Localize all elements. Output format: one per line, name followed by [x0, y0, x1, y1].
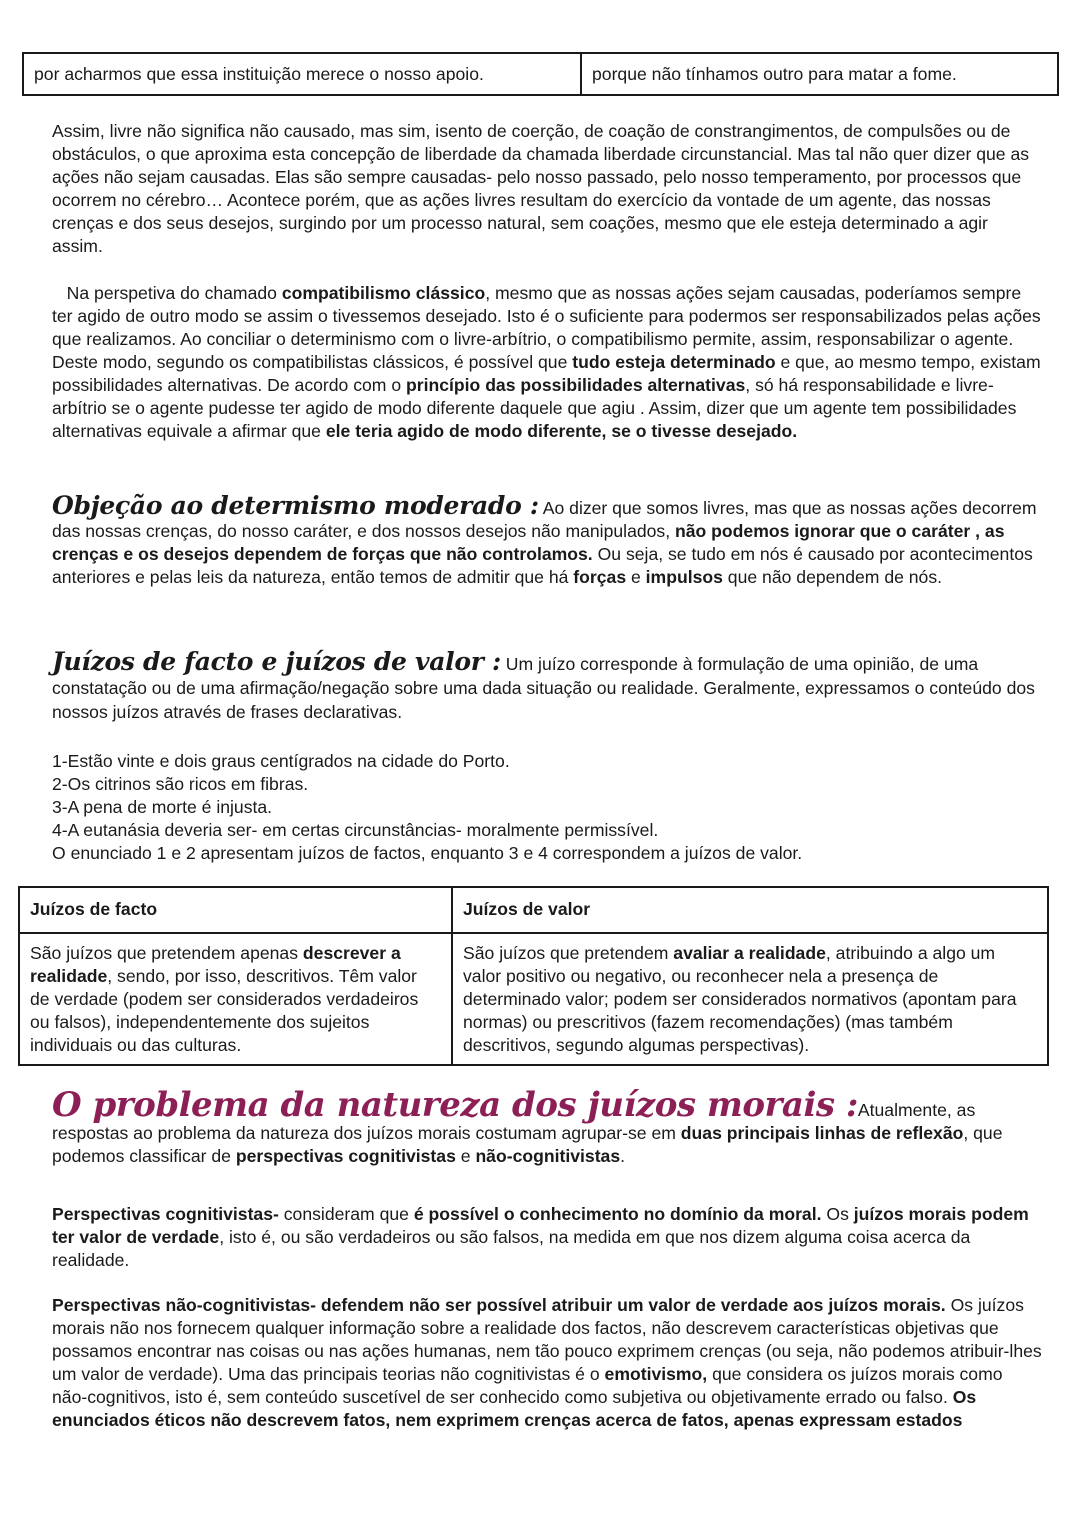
top-table-cell-1: por acharmos que essa instituição merece o nosso apoio.	[24, 54, 582, 94]
paragraph-problema: O problema da natureza dos juízos morais :Atualmente, as respostas ao problema da natureza dos juízos morais costumam agrupar-se em duas principais linhas de reflexão, que podemos classificar de perspectivas cognitivistas e não-cognitivistas.	[52, 1085, 1003, 1166]
paragraph-objecao: Objeção ao determismo moderado : Ao dizer que somos livres, mas que as nossas ações decorrem das nossas crenças, do nosso caráter, e dos nossos desejos não manipulados, não podemos ignorar que o caráter , as crenças e os desejos dependem de forças que não controlamos. Ou seja, se tudo em nós é causado por acontecimentos anteriores e pelas leis da natureza, então temos de admitir que há forças e impulsos que não dependem de nós.	[52, 491, 1037, 587]
top-table	[22, 52, 1059, 96]
top-table-cell-2: porque não tínhamos outro para matar a fome.	[592, 64, 957, 84]
paragraph-liberdade: Assim, livre não significa não causado, mas sim, isento de coerção, de coação de constrangimentos, de compulsões ou de obstáculos, o que aproxima esta concepção de liberdade da chamada liberdade circunstancial. Mas tal não quer dizer que as ações não sejam causadas. Elas são sempre causadas- pelo nosso passado, pelo nosso temperamento, por processos que ocorrem no cérebro… Acontece porém, que as ações livres resultam do exercício da vontade de um agente, das nossas crenças e dos seus desejos, surgindo por um processo natural, sem coações, mesmo que ele esteja determinado a agir assim.	[52, 121, 1030, 256]
list-item: 4-A eutanásia deveria ser- em certas circunstâncias- moralmente permissível.	[52, 820, 659, 840]
table-cell-valor: São juízos que pretendem avaliar a realidade, atribuindo a algo um valor positivo ou negativo, ou reconhecer nela a presença de determinado valor; podem ser considerados normativos (apontam para normas) ou prescritivos (fazem recomendações) (mas também descritivos, segundo algumas perspectivas).	[463, 943, 1017, 1055]
juizos-table	[18, 886, 1049, 1066]
list-item: 1-Estão vinte e dois graus centígrados na cidade do Porto.	[52, 751, 510, 771]
table-cell-facto: São juízos que pretendem apenas descrever a realidade, sendo, por isso, descritivos. Têm valor de verdade (podem ser considerados verdadeiros ou falsos), independentemente dos sujeitos individuais ou das culturas.	[20, 934, 453, 1064]
heading-problema: O problema da natureza dos juízos morais :	[52, 1085, 858, 1125]
table-header-valor: Juízos de valor	[463, 899, 591, 919]
table-header-facto: Juízos de facto	[20, 888, 453, 932]
examples-list	[52, 750, 1042, 865]
heading-juizos: Juízos de facto e juízos de valor :	[52, 647, 501, 676]
paragraph-juizos: Juízos de facto e juízos de valor : Um juízo corresponde à formulação de uma opinião, de uma constatação ou de uma afirmação/negação sobre uma dada situação ou realidade. Geralmente, expressamos o conteúdo dos nossos juízos através de frases declarativas.	[52, 647, 1035, 722]
table-header-row	[20, 888, 1047, 934]
paragraph-cognitivistas: Perspectivas cognitivistas- consideram que é possível o conhecimento no domínio da moral. Os juízos morais podem ter valor de verdade, isto é, ou são verdadeiros ou são falsos, na medida em que nos dizem alguma coisa acerca da realidade.	[52, 1204, 1029, 1270]
list-item: 3-A pena de morte é injusta.	[52, 797, 273, 817]
paragraph-nao-cognitivistas: Perspectivas não-cognitivistas- defendem não ser possível atribuir um valor de verdade aos juízos morais. Os juízos morais não nos fornecem qualquer informação sobre a realidade dos factos, não descrevem características objetivas que possamos encontrar nas coisas ou nas ações humanas, nem tão pouco exprimem crenças (ou seja, não podemos atribuir-lhes um valor de verdade). Uma das principais teorias não cognitivistas é o emotivismo, que considera os juízos morais como não-cognitivos, isto é, sem conteúdo suscetível de ser conhecido como subjetiva ou objetivamente errado ou falso. Os enunciados éticos não descrevem fatos, nem exprimem crenças acerca de fatos, apenas expressam estados	[52, 1295, 1042, 1430]
table-row	[20, 934, 1047, 1064]
paragraph-compatibilismo: Na perspetiva do chamado compatibilismo clássico, mesmo que as nossas ações sejam causadas, poderíamos sempre ter agido de outro modo se assim o tivessemos desejado. Isto é o suficiente para podermos ser responsabilizados pelas ações que realizamos. Ao conciliar o determinismo com o livre-arbítrio, o compatibilismo permite, assim, responsabilizar o agente. Deste modo, segundo os compatibilistas clássicos, é possível que tudo esteja determinado e que, ao mesmo tempo, existam possibilidades alternativas. De acordo com o princípio das possibilidades alternativas, só há responsabilidade e livre-arbítrio se o agente pudesse ter agido de modo diferente daquele que agiu . Assim, dizer que um agente tem possibilidades alternativas equivale a afirmar que ele teria agido de modo diferente, se o tivesse desejado.	[52, 283, 1041, 441]
list-item: 2-Os citrinos são ricos em fibras.	[52, 774, 309, 794]
list-item: O enunciado 1 e 2 apresentam juízos de factos, enquanto 3 e 4 correspondem a juízos de valor.	[52, 843, 803, 863]
heading-objecao: Objeção ao determismo moderado :	[52, 491, 539, 520]
